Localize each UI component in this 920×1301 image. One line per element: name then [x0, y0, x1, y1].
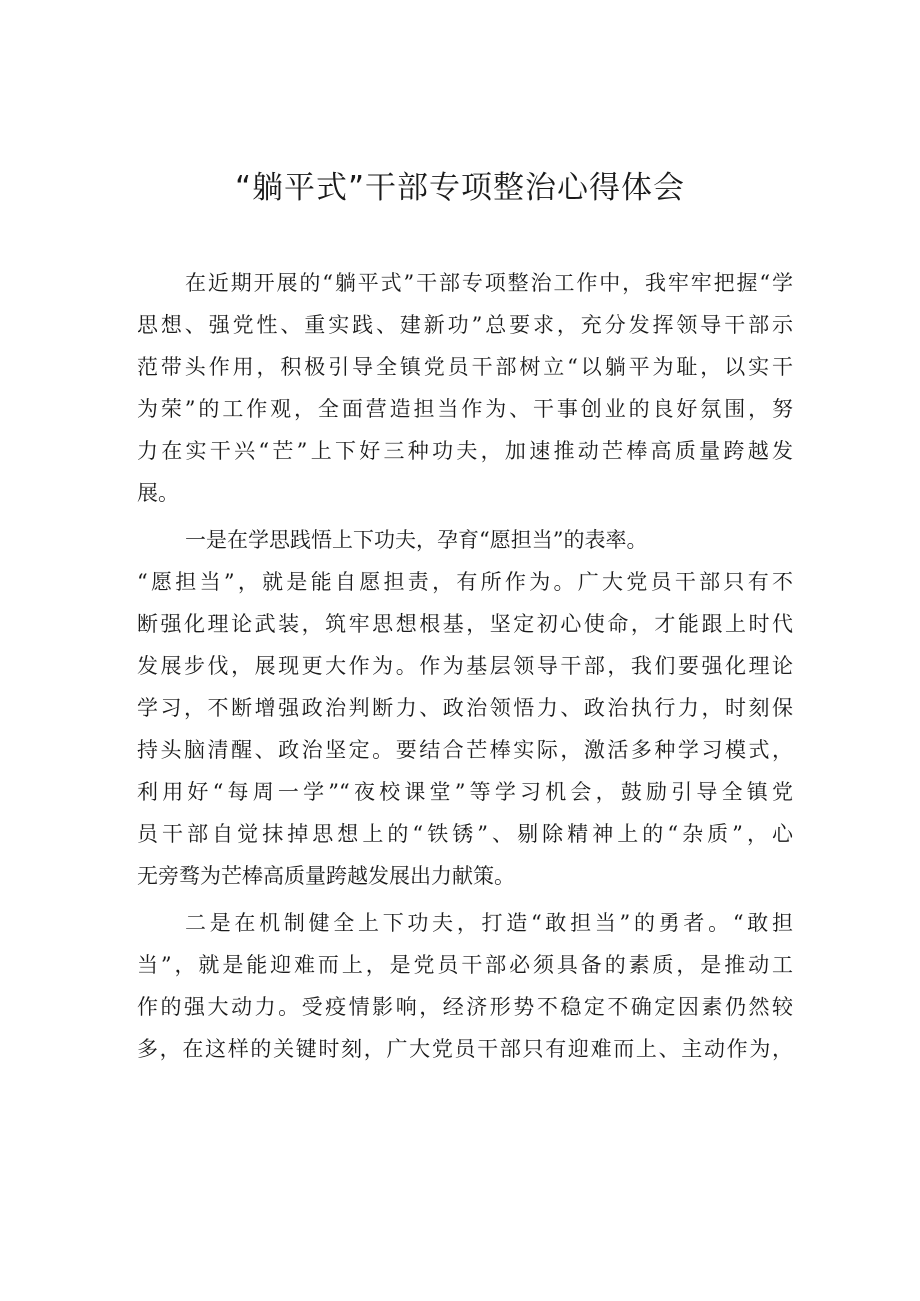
paragraph-line: 多，在这样的关键时刻，广大党员干部只有迎难而上、主动作为， [137, 1037, 793, 1061]
paragraph-line: 展。 [137, 481, 179, 505]
paragraph-line: 范带头作用，积极引导全镇党员干部树立“以躺平为耻，以实干 [137, 355, 793, 379]
paragraph-line: 学习，不断增强政治判断力、政治领悟力、政治执行力，时刻保 [137, 696, 793, 720]
paragraph-line: 作的强大动力。受疫情影响，经济形势不稳定不确定因素仍然较 [137, 995, 793, 1019]
paragraph-line: 在近期开展的“躺平式”干部专项整治工作中，我牢牢把握“学 [185, 271, 793, 295]
paragraph-line: 力在实干兴“芒”上下好三种功夫，加速推动芒棒高质量跨越发 [137, 439, 793, 463]
paragraph-line: 当”，就是能迎难而上，是党员干部必须具备的素质，是推动工 [137, 953, 793, 977]
document-title: “躺平式”干部专项整治心得体会 [234, 170, 686, 206]
paragraph-1 [137, 262, 793, 514]
paragraph-line: 持头脑清醒、政治坚定。要结合芒棒实际，激活多种学习模式， [137, 738, 793, 762]
paragraph-line: 断强化理论武装，筑牢思想根基，坚定初心使命，才能跟上时代 [137, 612, 793, 636]
paragraph-line: 一是在学思践悟上下功夫，孕育“愿担当”的表率。 [185, 528, 648, 552]
paragraph-line: “愿担当”，就是能自愿担责，有所作为。广大党员干部只有不 [137, 570, 793, 594]
paragraph-line: 员干部自觉抹掉思想上的“铁锈”、剔除精神上的“杂质”，心 [137, 822, 793, 846]
document-body [137, 262, 793, 1070]
paragraph-line: 二是在机制健全上下功夫，打造“敢担当”的勇者。“敢担 [185, 911, 793, 935]
paragraph-2 [137, 519, 793, 897]
paragraph-line: 发展步伐，展现更大作为。作为基层领导干部，我们要强化理论 [137, 654, 793, 678]
paragraph-3 [137, 902, 793, 1070]
paragraph-line: 利用好“每周一学”“夜校课堂”等学习机会，鼓励引导全镇党 [137, 780, 793, 804]
paragraph-line: 思想、强党性、重实践、建新功”总要求，充分发挥领导干部示 [137, 313, 793, 337]
paragraph-line: 为荣”的工作观，全面营造担当作为、干事创业的良好氛围，努 [137, 397, 793, 421]
paragraph-line: 无旁骛为芒棒高质量跨越发展出力献策。 [137, 864, 515, 888]
